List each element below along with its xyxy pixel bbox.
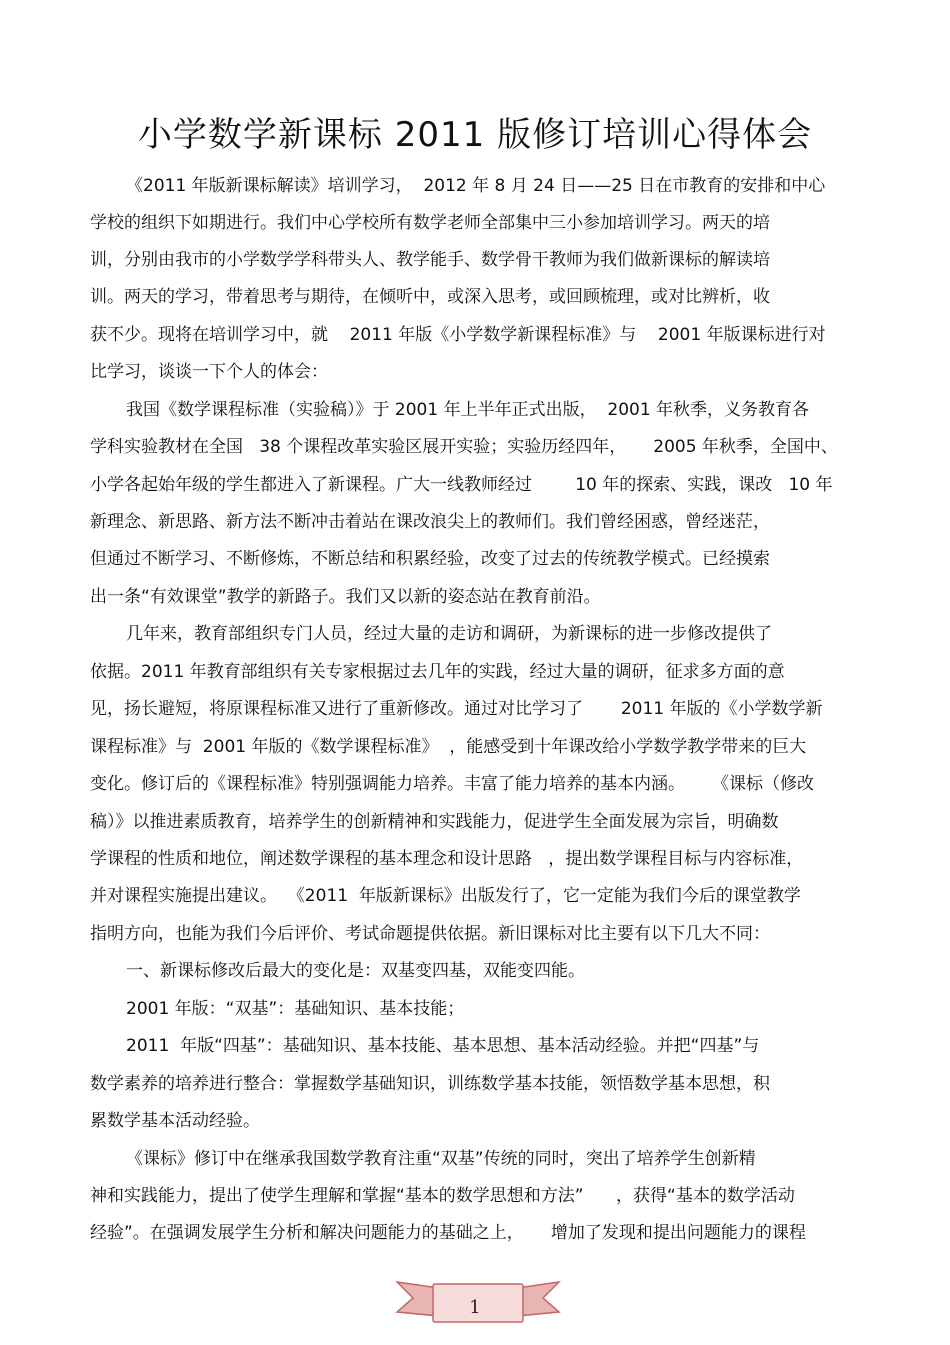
text-line: 并对课程实施提出建议。 《2011 年版新课标》出版发行了，它一定能为我们今后的课堂教学: [90, 886, 801, 906]
text-line: 比学习，谈谈一下个人的体会：: [90, 362, 328, 382]
text-line: 训。两天的学习，带着思考与期待，在倾听中，或深入思考，或回顾梳理，或对比辨析，收: [90, 287, 770, 307]
page-title: 小学数学新课标 2011 版修订培训心得体会: [137, 115, 813, 155]
text-line: 训，分别由我市的小学数学学科带头人、教学能手、数学骨干教师为我们做新课标的解读培: [90, 250, 770, 270]
text-line: 神和实践能力，提出了使学生理解和掌握“基本的数学思想和方法” ，获得“基本的数学活动: [90, 1186, 795, 1206]
text-line: 稿）》以推进素质教育，培养学生的创新精神和实践能力，促进学生全面发展为宗旨，明确数: [90, 812, 779, 832]
text-line: 新理念、新思路、新方法不断冲击着站在课改浪尖上的教师们。我们曾经困惑，曾经迷茫，: [90, 512, 770, 532]
text-line: 学课程的性质和地位，阐述数学课程的基本理念和设计思路 ，提出数学课程目标与内容标准，: [90, 849, 804, 869]
text-line: 变化。修订后的《课程标准》特别强调能力培养。丰富了能力培养的基本内涵。 《课标（修改: [90, 774, 815, 794]
text-line: 小学各起始年级的学生都进入了新课程。广大一线教师经过 10 年的探索、实践，课改 10 年: [90, 475, 833, 495]
text-line: 一、新课标修改后最大的变化是：双基变四基，双能变四能。: [126, 961, 585, 981]
text-line: 经验”。在强调发展学生分析和解决问题能力的基础之上， 增加了发现和提出问题能力的课程: [90, 1223, 806, 1243]
text-line: 数学素养的培养进行整合：掌握数学基础知识，训练数学基本技能，领悟数学基本思想，积: [90, 1074, 770, 1094]
text-line: 学校的组织下如期进行。我们中心学校所有数学老师全部集中三小参加培训学习。两天的培: [90, 213, 770, 233]
text-line: 获不少。现将在培训学习中，就 2011 年版《小学数学新课程标准》与 2001 年版课标进行对: [90, 325, 826, 345]
text-line: 出一条“有效课堂”教学的新路子。我们又以新的姿态站在教育前沿。: [90, 587, 601, 607]
text-line: 课程标准》与 2001 年版的《数学课程标准》 ，能感受到十年课改给小学数学教学带来的巨大: [90, 737, 807, 757]
text-line: 2011 年版“四基”：基础知识、基本技能、基本思想、基本活动经验。并把“四基”与: [126, 1036, 760, 1056]
text-line: 依据。2011 年教育部组织有关专家根据过去几年的实践，经过大量的调研，征求多方面的意: [90, 662, 785, 682]
text-line: 2001 年版：“双基”：基础知识、基本技能；: [126, 999, 465, 1019]
text-line: 指明方向，也能为我们今后评价、考试命题提供依据。新旧课标对比主要有以下几大不同：: [90, 924, 770, 944]
text-line: 但通过不断学习、不断修炼，不断总结和积累经验，改变了过去的传统教学模式。已经摸索: [90, 549, 770, 569]
text-line: 几年来，教育部组织专门人员，经过大量的走访和调研，为新课标的进一步修改提供了: [126, 624, 772, 644]
page-number: 1: [469, 1297, 481, 1318]
text-line: 《2011 年版新课标解读》培训学习， 2012 年 8 月 24 日——25 日在市教育的安排和中心: [126, 176, 826, 196]
text-line: 《课标》修订中在继承我国数学教育注重“双基”传统的同时，突出了培养学生创新精: [126, 1149, 756, 1169]
text-line: 学科实验教材在全国 38 个课程改革实验区展开实验；实验历经四年， 2005 年秋季，全国中、: [90, 437, 838, 457]
text-line: 我国《数学课程标准（实验稿）》于 2001 年上半年正式出版， 2001 年秋季，义务教育各: [126, 400, 810, 420]
text-line: 见，扬长避短，将原课程标准又进行了重新修改。通过对比学习了 2011 年版的《小学数学新: [90, 699, 823, 719]
text-line: 累数学基本活动经验。: [90, 1111, 260, 1131]
